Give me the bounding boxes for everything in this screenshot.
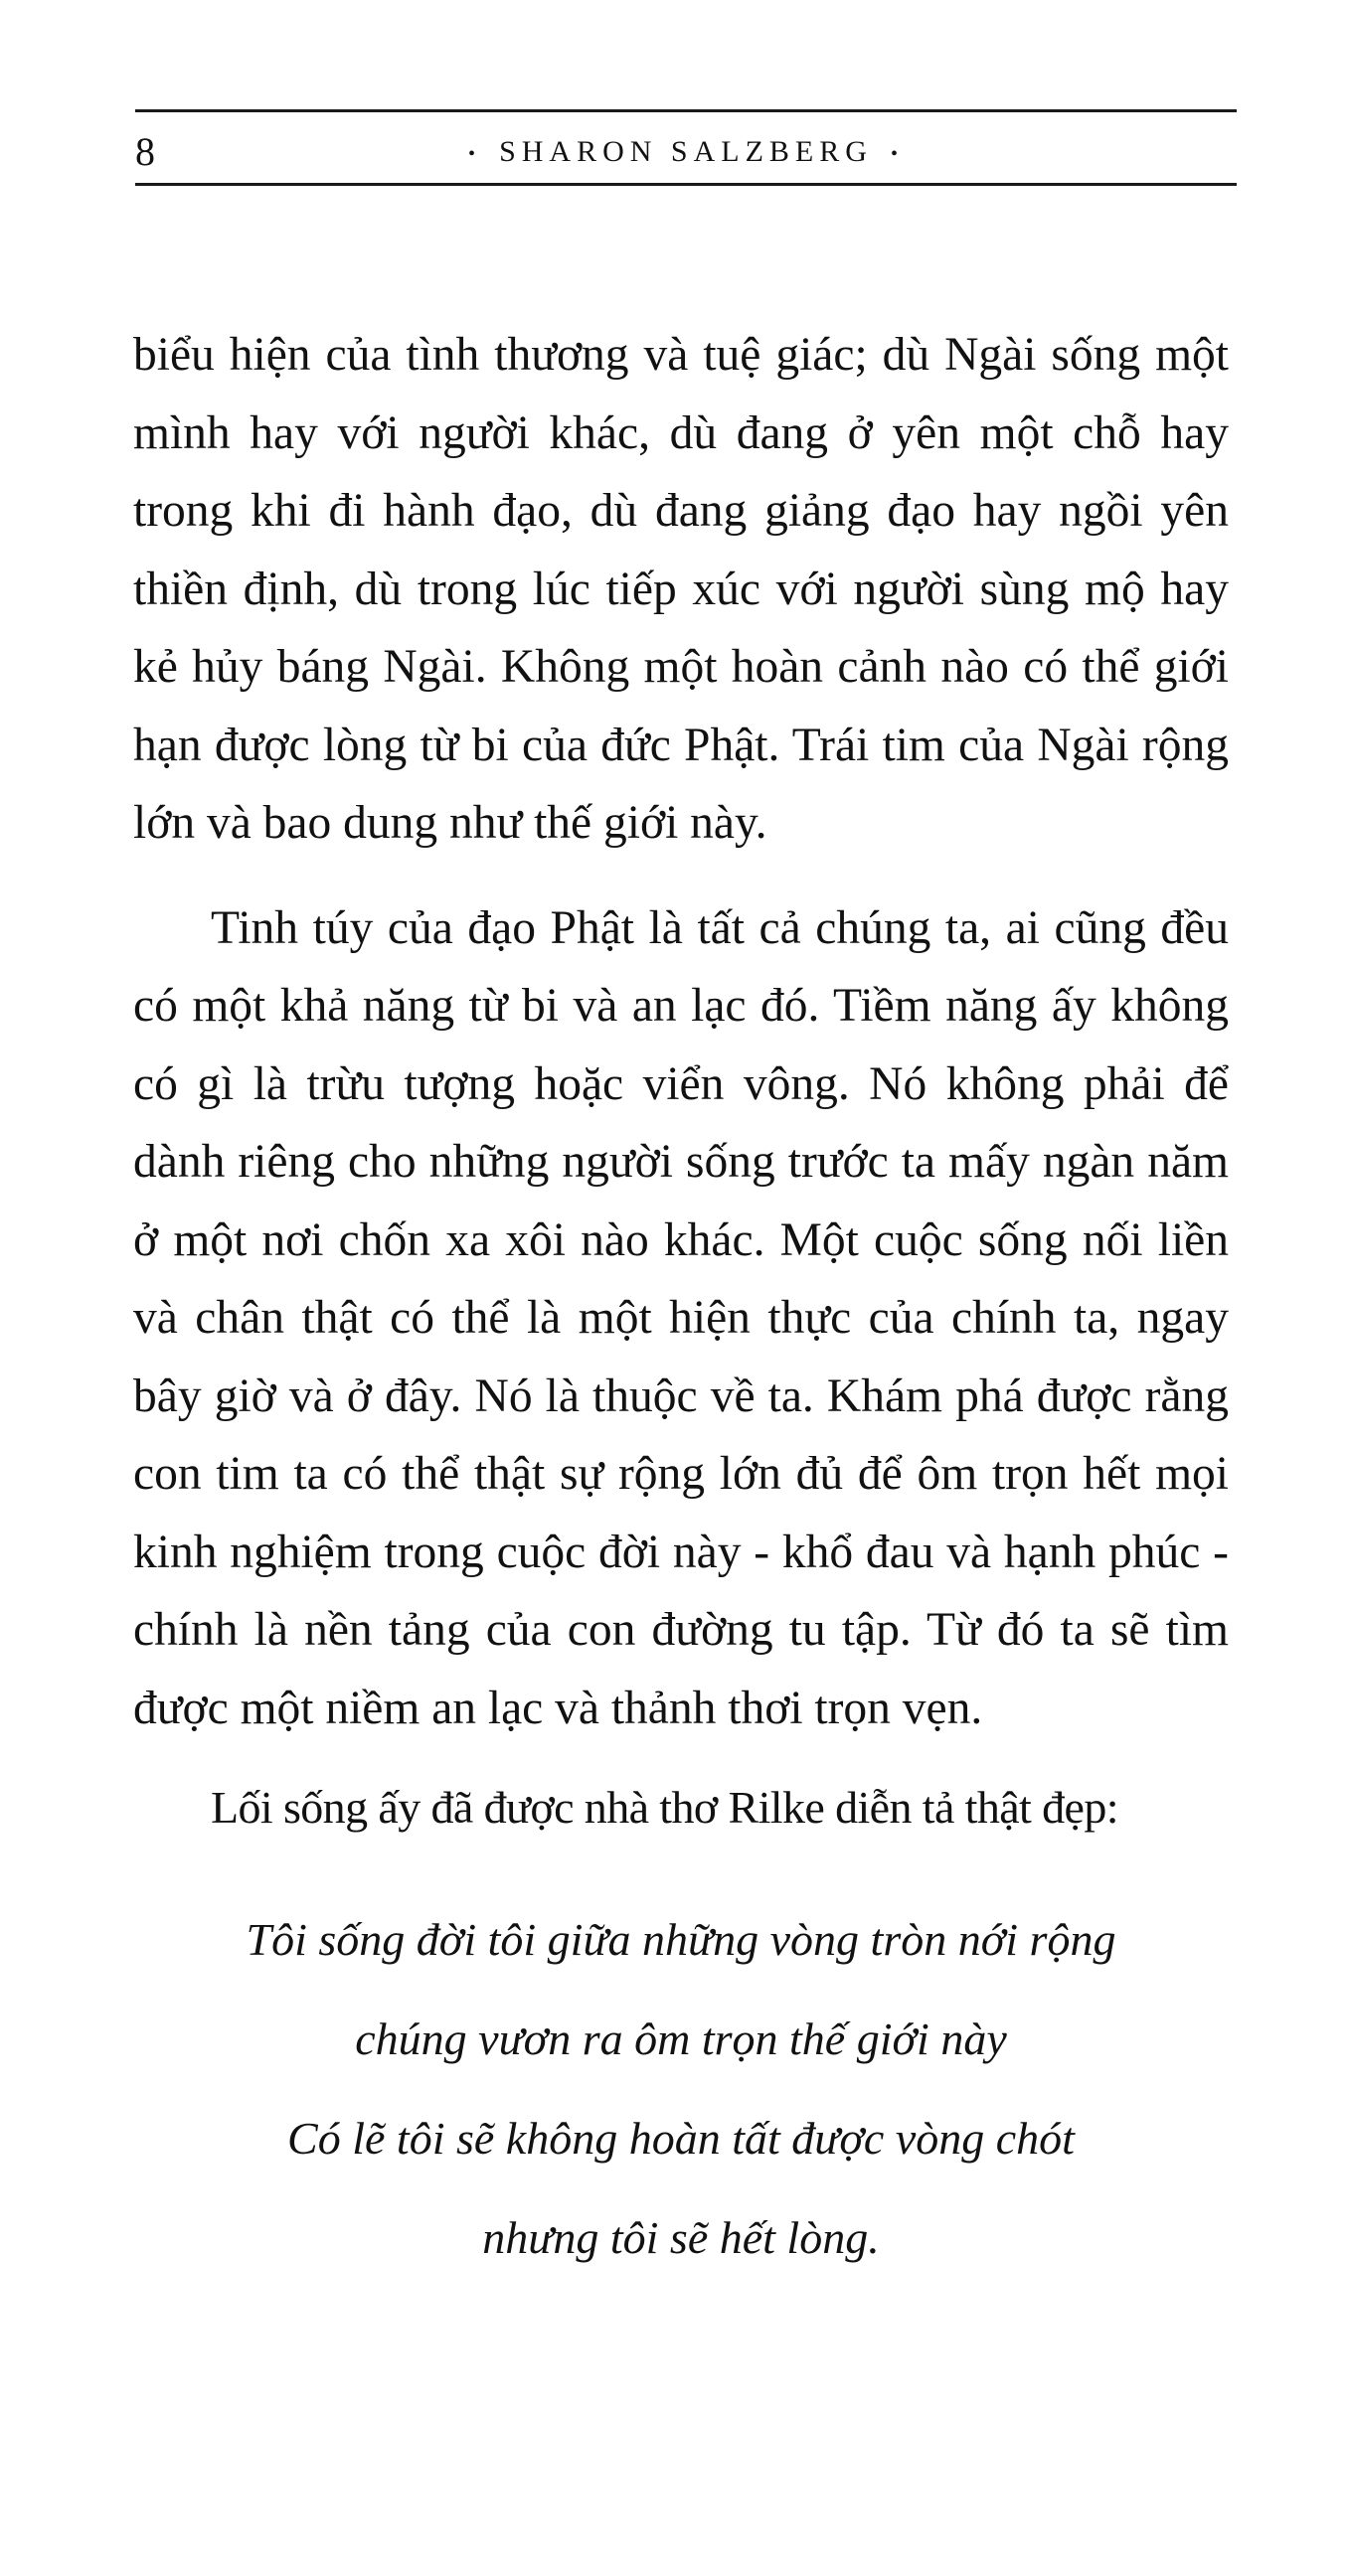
body-text [133,316,1229,2288]
rilke-poem [133,1890,1229,2288]
paragraph-essence: Tinh túy của đạo Phật là tất cả chúng ta, ai cũng đều có một khả năng từ bi và an lạc đó. Tiềm năng ấy không có gì là trừu tượng hoặc viển vông. Nó không phải để dành riêng cho những người sống trước ta mấy ngàn năm ở một nơi chốn xa xôi nào khác. Một cuộc sống nối liền và chân thật có thể là một hiện thực của chính ta, ngay bây giờ và ở đây. Nó là thuộc về ta. Khám phá được rằng con tim ta có thể thật sự rộng lớn đủ để ôm trọn hết mọi kinh nghiệm trong cuộc đời này - khổ đau và hạnh phúc - chính là nền tảng của con đường tu tập. Từ đó ta sẽ tìm được một niềm an lạc và thảnh thơi trọn vẹn. [133,901,1229,1734]
poem-line: Tôi sống đời tôi giữa những vòng tròn nới rộng [246,1914,1116,1965]
poem-line: chúng vươn ra ôm trọn thế giới này [355,2013,1007,2064]
header-bullet-left: • [468,143,482,166]
running-head [135,127,1237,177]
header-bullet-right: • [890,143,904,166]
poem-line: nhưng tôi sẽ hết lòng. [482,2212,880,2263]
running-head-title [135,127,1237,179]
header-bottom-rule [135,183,1237,186]
author-name: SHARON SALZBERG [499,135,873,168]
poem-line: Có lẽ tôi sẽ không hoàn tất được vòng chót [287,2113,1075,2164]
page-number: 8 [135,129,155,174]
header-top-rule [135,109,1237,112]
paragraph-continued: biểu hiện của tình thương và tuệ giác; dù Ngài sống một mình hay với người khác, dù đang ở yên một chỗ hay trong khi đi hành đạo, dù đang giảng đạo hay ngồi yên thiền định, dù trong lúc tiếp xúc với người sùng mộ hay kẻ hủy báng Ngài. Không một hoàn cảnh nào có thể giới hạn được lòng từ bi của đức Phật. Trái tim của Ngài rộng lớn và bao dung như thế giới này. [133,329,1229,849]
poem-intro-line: Lối sống ấy đã được nhà thơ Rilke diễn tả thật đẹp: [211,1782,1118,1833]
